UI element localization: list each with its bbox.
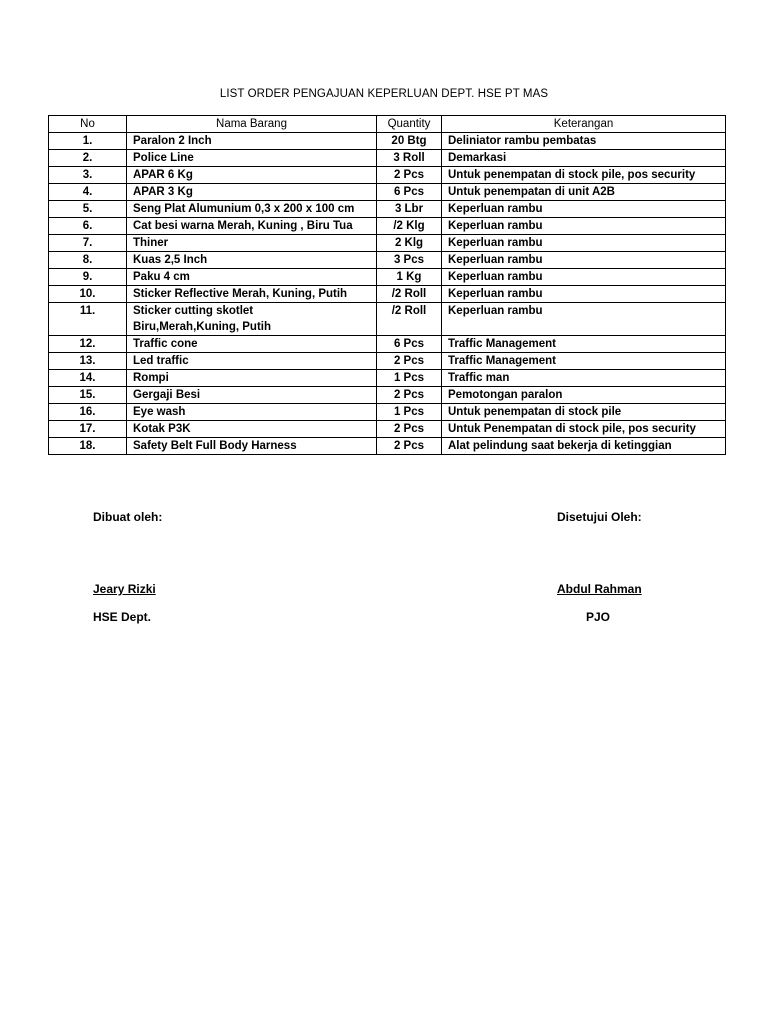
cell-no (49, 421, 127, 438)
cell-no (49, 353, 127, 370)
made-by-dept: HSE Dept. (93, 610, 152, 624)
table-row (49, 303, 726, 336)
cell-no (49, 167, 127, 184)
cell-no-text: 2. (82, 152, 93, 164)
cell-no-text: 3. (82, 169, 93, 181)
cell-note-text: Keperluan rambu (448, 203, 543, 215)
cell-no-text: 11. (79, 305, 96, 317)
document-title: LIST ORDER PENGAJUAN KEPERLUAN DEPT. HSE PT MAS (219, 88, 549, 100)
cell-qty (377, 252, 442, 269)
cell-note-text: Demarkasi (448, 152, 507, 164)
table-row (49, 201, 726, 218)
cell-qty-text: 6 Pcs (393, 186, 425, 198)
cell-no-text: 13. (79, 355, 96, 367)
cell-no-text: 4. (82, 186, 93, 198)
cell-name (127, 404, 377, 421)
cell-qty (377, 150, 442, 167)
cell-note (442, 218, 726, 235)
table-row (49, 370, 726, 387)
cell-no (49, 303, 127, 336)
table-row (49, 133, 726, 150)
cell-note-text: Keperluan rambu (448, 305, 543, 317)
table-row (49, 286, 726, 303)
cell-note-text: Traffic Management (448, 338, 556, 350)
cell-note (442, 167, 726, 184)
cell-no-text: 7. (82, 237, 93, 249)
cell-name-text: Rompi (133, 372, 169, 384)
cell-no-text: 9. (82, 271, 93, 283)
cell-name (127, 201, 377, 218)
cell-note-text: Keperluan rambu (448, 237, 543, 249)
header-note: Keterangan (442, 116, 726, 133)
cell-name-line2: Biru,Merah,Kuning, Putih (133, 321, 271, 333)
cell-name (127, 218, 377, 235)
cell-note (442, 201, 726, 218)
cell-note-text: Untuk penempatan di stock pile, pos security (448, 169, 696, 181)
table-row (49, 404, 726, 421)
made-by-name: Jeary Rizki (93, 582, 156, 596)
cell-note-text: Untuk Penempatan di stock pile, pos security (448, 423, 696, 435)
cell-note (442, 387, 726, 404)
cell-name (127, 336, 377, 353)
cell-qty (377, 235, 442, 252)
cell-qty (377, 387, 442, 404)
cell-note-text: Deliniator rambu pembatas (448, 135, 597, 147)
cell-note (442, 421, 726, 438)
cell-no (49, 133, 127, 150)
cell-note-text: Pemotongan paralon (448, 389, 563, 401)
cell-qty (377, 421, 442, 438)
cell-name-text: Sticker Reflective Merah, Kuning, Putih (133, 288, 348, 300)
cell-note-text: Keperluan rambu (448, 254, 543, 266)
cell-no (49, 269, 127, 286)
table-row (49, 438, 726, 455)
cell-qty-text: 2 Pcs (393, 355, 425, 367)
cell-note (442, 438, 726, 455)
table-row (49, 252, 726, 269)
order-table (48, 115, 726, 455)
cell-qty-text: 3 Lbr (394, 203, 424, 215)
cell-qty (377, 286, 442, 303)
header-name: Nama Barang (127, 116, 377, 133)
cell-name (127, 167, 377, 184)
cell-name-text: Thiner (133, 237, 169, 249)
cell-qty (377, 201, 442, 218)
cell-name (127, 252, 377, 269)
cell-qty-text: 2 Pcs (393, 423, 425, 435)
cell-qty (377, 404, 442, 421)
approved-by-name: Abdul Rahman (557, 582, 642, 596)
cell-note-text: Keperluan rambu (448, 271, 543, 283)
cell-name-text: Led traffic (133, 355, 189, 367)
cell-name-text: Seng Plat Alumunium 0,3 x 200 x 100 cm (133, 203, 355, 215)
approved-by-label: Disetujui Oleh: (557, 510, 642, 524)
cell-name (127, 269, 377, 286)
cell-name-text: Paku 4 cm (133, 271, 190, 283)
table-row (49, 353, 726, 370)
cell-name (127, 353, 377, 370)
cell-no (49, 252, 127, 269)
cell-note (442, 353, 726, 370)
table-row (49, 218, 726, 235)
cell-note (442, 336, 726, 353)
cell-note-text: Traffic Management (448, 355, 556, 367)
cell-note (442, 252, 726, 269)
cell-no-text: 14. (79, 372, 96, 384)
cell-note-text: Traffic man (448, 372, 510, 384)
cell-qty (377, 353, 442, 370)
cell-qty-text: 1 Kg (396, 271, 422, 283)
cell-name (127, 370, 377, 387)
cell-no-text: 17. (79, 423, 96, 435)
cell-no (49, 218, 127, 235)
cell-qty (377, 336, 442, 353)
cell-qty-text: 3 Roll (393, 152, 425, 164)
cell-note-text: Alat pelindung saat bekerja di ketinggian (448, 440, 672, 452)
cell-qty-text: 2 Pcs (393, 440, 425, 452)
cell-qty (377, 218, 442, 235)
cell-qty (377, 133, 442, 150)
cell-no (49, 235, 127, 252)
cell-note-text: Untuk penempatan di unit A2B (448, 186, 615, 198)
table-row (49, 235, 726, 252)
cell-no-text: 15. (79, 389, 96, 401)
cell-qty-text: 3 Pcs (393, 254, 425, 266)
cell-no-text: 10. (79, 288, 96, 300)
table-row (49, 269, 726, 286)
cell-qty-text: 2 Pcs (393, 389, 425, 401)
cell-name (127, 184, 377, 201)
cell-qty-text: /2 Roll (391, 305, 427, 317)
cell-no (49, 184, 127, 201)
cell-note (442, 150, 726, 167)
header-qty: Quantity (377, 116, 442, 133)
table-row (49, 421, 726, 438)
table-row (49, 167, 726, 184)
cell-note (442, 133, 726, 150)
cell-name-text: Sticker cutting skotlet (133, 305, 254, 317)
cell-no (49, 201, 127, 218)
cell-qty-text: 6 Pcs (393, 338, 425, 350)
cell-qty-text: 1 Pcs (393, 372, 425, 384)
cell-qty (377, 303, 442, 336)
cell-note (442, 370, 726, 387)
cell-name (127, 387, 377, 404)
cell-name-text: APAR 3 Kg (133, 186, 193, 198)
table-row (49, 184, 726, 201)
cell-note (442, 404, 726, 421)
cell-qty-text: /2 Roll (391, 288, 427, 300)
table-header-row (49, 116, 726, 133)
cell-qty-text: /2 Klg (393, 220, 425, 232)
cell-name-text: Safety Belt Full Body Harness (133, 440, 297, 452)
cell-no (49, 286, 127, 303)
cell-name-text: Eye wash (133, 406, 186, 418)
cell-name-text: Cat besi warna Merah, Kuning , Biru Tua (133, 220, 353, 232)
cell-name-text: Police Line (133, 152, 194, 164)
cell-name-text: Kuas 2,5 Inch (133, 254, 208, 266)
table-row (49, 150, 726, 167)
cell-note-text: Untuk penempatan di stock pile (448, 406, 622, 418)
cell-qty-text: 20 Btg (391, 135, 427, 147)
cell-note (442, 303, 726, 336)
cell-name (127, 438, 377, 455)
cell-qty-text: 2 Klg (394, 237, 424, 249)
cell-no (49, 336, 127, 353)
cell-no (49, 404, 127, 421)
cell-note-text: Keperluan rambu (448, 288, 543, 300)
cell-no-text: 12. (79, 338, 96, 350)
cell-no-text: 1. (82, 135, 93, 147)
approved-by-role: PJO (586, 610, 611, 624)
cell-qty (377, 269, 442, 286)
header-no: No (49, 116, 127, 133)
cell-qty (377, 167, 442, 184)
cell-no (49, 438, 127, 455)
cell-note (442, 235, 726, 252)
cell-name-text: APAR 6 Kg (133, 169, 193, 181)
cell-no-text: 18. (79, 440, 96, 452)
cell-no (49, 387, 127, 404)
cell-no-text: 5. (82, 203, 93, 215)
cell-name (127, 133, 377, 150)
cell-no-text: 6. (82, 220, 93, 232)
cell-no-text: 16. (79, 406, 96, 418)
cell-qty (377, 184, 442, 201)
cell-name (127, 286, 377, 303)
cell-name-text: Traffic cone (133, 338, 198, 350)
made-by-label: Dibuat oleh: (93, 510, 163, 524)
cell-name (127, 421, 377, 438)
cell-name-text: Kotak P3K (133, 423, 191, 435)
cell-qty-text: 2 Pcs (393, 169, 425, 181)
cell-qty-text: 1 Pcs (393, 406, 425, 418)
cell-note (442, 286, 726, 303)
cell-note-text: Keperluan rambu (448, 220, 543, 232)
cell-name (127, 235, 377, 252)
cell-note (442, 184, 726, 201)
cell-no (49, 370, 127, 387)
cell-qty (377, 370, 442, 387)
cell-no (49, 150, 127, 167)
cell-no-text: 8. (82, 254, 93, 266)
cell-name-text: Paralon 2 Inch (133, 135, 212, 147)
table-row (49, 336, 726, 353)
cell-name (127, 150, 377, 167)
cell-note (442, 269, 726, 286)
cell-name-text: Gergaji Besi (133, 389, 201, 401)
cell-qty (377, 438, 442, 455)
table-row (49, 387, 726, 404)
cell-name (127, 303, 377, 336)
